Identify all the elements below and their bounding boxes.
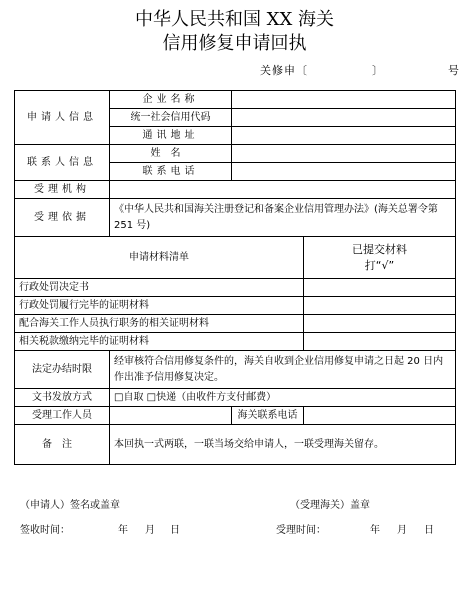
accept-month: 月 (397, 525, 407, 536)
sign-day: 日 (170, 525, 180, 536)
material-item-row (15, 279, 456, 297)
company-name-value[interactable] (232, 91, 456, 109)
remarks-row (15, 425, 456, 465)
sign-year: 年 (118, 525, 128, 536)
credit-code-label: 统一社会信用代码 (110, 109, 232, 127)
material-item-row (15, 333, 456, 351)
submitted-header (304, 237, 456, 279)
material-item-checkbox[interactable] (304, 279, 456, 297)
document-title-line1: 中华人民共和国 XX 海关 (134, 9, 335, 30)
material-item-label: 行政处罚决定书 (15, 279, 304, 297)
staff-row (15, 407, 456, 425)
deadline-label: 法定办结时限 (15, 351, 110, 389)
deadline-text: 经审核符合信用修复条件的，海关自收到企业信用修复申请之日起 20 日内作出准予信用修复决定。 (110, 351, 456, 389)
material-item-label: 相关税款缴纳完毕的证明材料 (15, 333, 304, 351)
company-name-label: 企业名称 (110, 91, 232, 109)
reference-number (260, 62, 460, 78)
receipt-form-table (14, 90, 456, 465)
material-item-row (15, 315, 456, 333)
sign-time-label: 签收时间： (20, 525, 70, 536)
material-item-checkbox[interactable] (304, 297, 456, 315)
acceptance-basis-row (15, 199, 456, 237)
submitted-header-line1: 已提交材料 (352, 242, 407, 256)
contact-name-value[interactable] (232, 145, 456, 163)
contact-name-label: 姓名 (110, 145, 232, 163)
delivery-row (15, 389, 456, 407)
delivery-label: 文书发放方式 (15, 389, 110, 407)
deadline-row (15, 351, 456, 389)
address-value[interactable] (232, 127, 456, 145)
applicant-signature-label: （申请人）签名或盖章 (20, 500, 120, 511)
material-item-checkbox[interactable] (304, 333, 456, 351)
ref-mid: 〕 (372, 64, 384, 77)
contact-phone-label: 联系电话 (110, 163, 232, 181)
ref-suffix: 号 (448, 64, 460, 77)
material-item-row (15, 297, 456, 315)
contact-row-name (15, 145, 456, 163)
ref-prefix: 关修申〔 (260, 64, 308, 77)
acceptance-org-value[interactable] (110, 181, 456, 199)
customs-seal-label: （受理海关）盖章 (290, 500, 370, 511)
staff-label: 受理工作人员 (15, 407, 110, 425)
address-label: 通讯地址 (110, 127, 232, 145)
material-item-checkbox[interactable] (304, 315, 456, 333)
accept-year: 年 (370, 525, 380, 536)
applicant-row-name (15, 91, 456, 109)
materials-list-header: 申请材料清单 (15, 237, 304, 279)
submitted-header-line2: 打“√” (364, 258, 395, 272)
acceptance-org-label: 受理机构 (15, 181, 110, 199)
material-item-label: 行政处罚履行完毕的证明材料 (15, 297, 304, 315)
staff-value[interactable] (110, 407, 232, 425)
contact-section-label: 联系人信息 (15, 145, 110, 181)
credit-code-value[interactable] (232, 109, 456, 127)
sign-month: 月 (145, 525, 155, 536)
remarks-label: 备注 (15, 425, 110, 465)
accept-day: 日 (424, 525, 434, 536)
document-title-line2: 信用修复申请回执 (162, 33, 307, 54)
acceptance-basis-label: 受理依据 (15, 199, 110, 237)
customs-phone-label: 海关联系电话 (232, 407, 304, 425)
delivery-options[interactable]: □自取 □快递（由收件方支付邮费） (110, 389, 456, 407)
material-item-label: 配合海关工作人员执行职务的相关证明材料 (15, 315, 304, 333)
acceptance-basis-text: 《中华人民共和国海关注册登记和备案企业信用管理办法》(海关总署令第 251 号) (110, 199, 456, 237)
applicant-section-label: 申请人信息 (15, 91, 110, 145)
materials-header-row (15, 237, 456, 279)
acceptance-org-row (15, 181, 456, 199)
contact-phone-value[interactable] (232, 163, 456, 181)
remarks-text: 本回执一式两联，一联当场交给申请人，一联受理海关留存。 (110, 425, 456, 465)
customs-phone-value[interactable] (304, 407, 456, 425)
accept-time-label: 受理时间： (276, 525, 326, 536)
